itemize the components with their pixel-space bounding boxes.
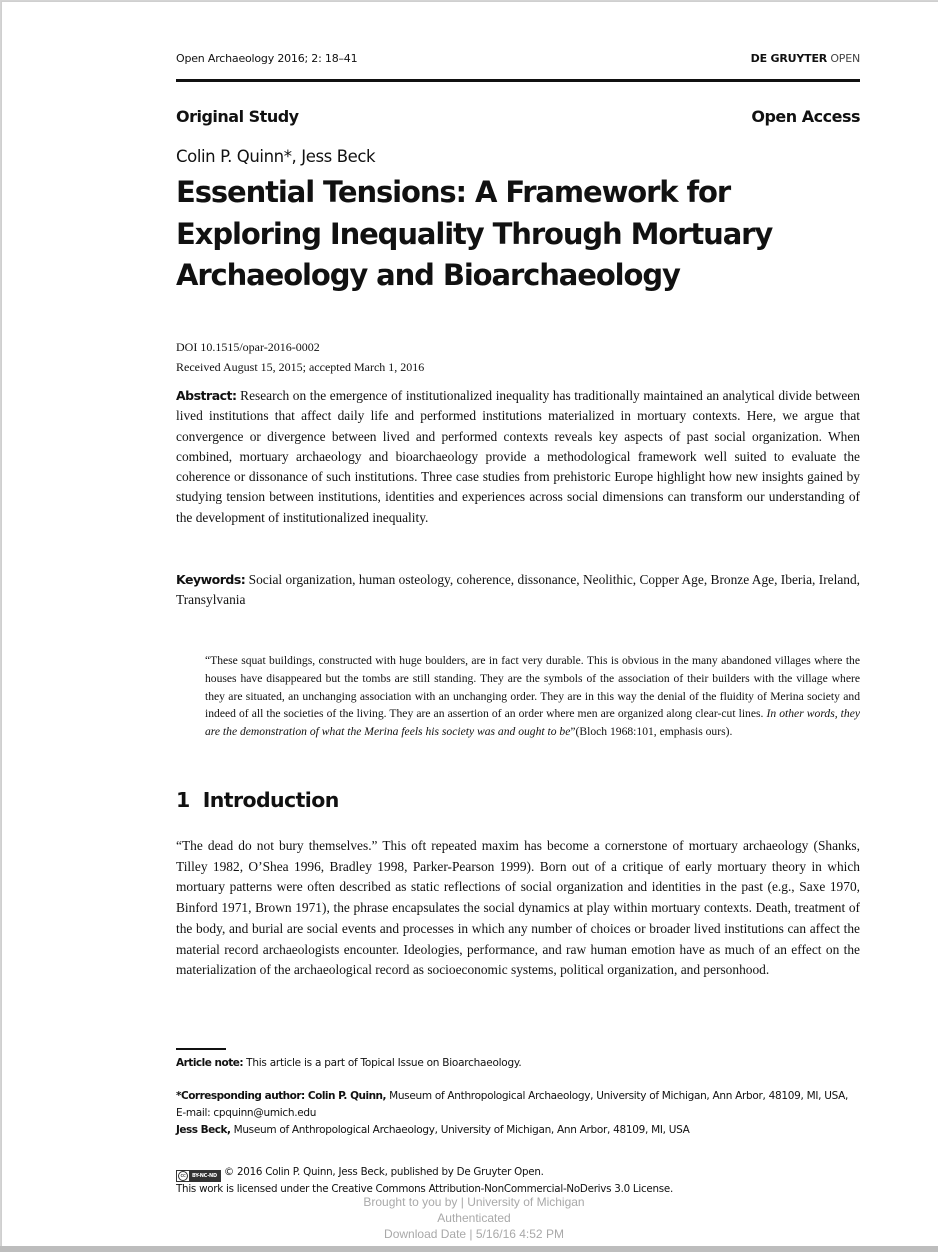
section-heading xyxy=(176,788,339,812)
license-block xyxy=(176,1165,860,1198)
corresponding-author xyxy=(176,1088,860,1122)
article-note-label: Article note: xyxy=(176,1057,244,1069)
section-number: 1 xyxy=(176,788,190,812)
journal-citation: Open Archaeology 2016; 2: 18–41 xyxy=(176,52,358,65)
article-type: Original Study xyxy=(176,107,299,126)
intro-paragraph: “The dead do not bury themselves.” This oft repeated maxim has become a cornerstone of mortuary archaeology (Shanks, Tilley 1982, O’Shea 1996, Bradley 1998, Parker-Pearson 1999). Born out of a critique of early mortuary theory in which mortuary patterns were often described as static reflections of social organization and identities in the past (e.g., Saxe 1970, Binford 1971, Brown 1971), the phrase encapsulates the social dynamics at play within mortuary contexts. Death, treatment of the body, and burial are social events and processes in which any number of choices or broader lived institutions can affect the material record archaeologists encounter. Ideologies, performance, and raw human emotion have as much of an effect on the materialization of the archaeological record as socioeconomic systems, political organization, and personhood. xyxy=(176,838,860,978)
second-author-text: Museum of Anthropological Archaeology, University of Michigan, Ann Arbor, 48109, MI, USA xyxy=(233,1124,690,1136)
epigraph-quote xyxy=(205,652,860,741)
section-title: Introduction xyxy=(202,788,339,812)
watermark-line-3: Download Date | 5/16/16 4:52 PM xyxy=(384,1227,564,1241)
publisher-name: DE GRUYTER xyxy=(750,52,828,65)
article-note xyxy=(176,1055,860,1071)
corresponding-author-text: Museum of Anthropological Archaeology, University of Michigan, Ann Arbor, 48109, MI, USA, E-mail: cpquinn@umich.edu xyxy=(176,1090,849,1119)
abstract-label: Abstract: xyxy=(176,388,237,403)
keywords-label: Keywords: xyxy=(176,572,246,587)
second-author-label: Jess Beck, xyxy=(176,1124,231,1136)
running-head xyxy=(176,52,860,65)
keywords-text: Social organization, human osteology, coherence, dissonance, Neolithic, Copper Age, Bronze Age, Iberia, Ireland, Transylvania xyxy=(176,572,860,608)
copyright-line xyxy=(176,1165,860,1182)
author-affiliations xyxy=(176,1088,860,1139)
author-list: Colin P. Quinn*, Jess Beck xyxy=(176,147,376,166)
abstract xyxy=(176,386,860,528)
footnote-rule xyxy=(176,1048,226,1050)
document-page xyxy=(1,1,938,1246)
download-watermark xyxy=(332,1194,616,1242)
epigraph-text: “These squat buildings, constructed with huge boulders, are in fact very durable. This is obvious in the many abandoned villages where the houses have disappeared but the tombs are still standing. They are the symbols of the association of their builders with the village where they are situated, an unchanging association with an unchanging order. They are in this way the denial of the fluidity of Merina society and indeed of all the societies of the living. They are an assertion of an order where men are organized along clear-cut lines. xyxy=(205,654,860,721)
article-title: Essential Tensions: A Framework for Exploring Inequality Through Mortuary Archaeology and Bioarchaeology xyxy=(176,175,773,292)
epigraph-emphasis: In other words, they are the demonstration of what the Merina feels his society was and ought to be xyxy=(205,707,860,739)
epigraph-citation: ”(Bloch 1968:101, emphasis ours). xyxy=(570,725,733,739)
received-accepted-dates: Received August 15, 2015; accepted March 1, 2016 xyxy=(176,360,425,374)
header-rule xyxy=(176,79,860,82)
viewer-bottom-edge xyxy=(0,1246,938,1252)
article-note-text: This article is a part of Topical Issue on Bioarchaeology. xyxy=(246,1057,522,1069)
watermark-line-1: Brought to you by | University of Michigan xyxy=(363,1195,585,1209)
corresponding-author-label: *Corresponding author: Colin P. Quinn, xyxy=(176,1090,387,1102)
publisher-logo xyxy=(751,52,860,65)
abstract-text: Research on the emergence of institutionalized inequality has traditionally maintained an analytical divide between lived institutions that affect daily life and performed institutions materialized in mortuary contexts. Here, we argue that convergence or divergence between lived and performed contexts reveals key aspects of past social organization. When combined, mortuary archaeology and bioarchaeology provide a methodological framework well suited to evaluate the coherence or dissonance of such institutions. Three case studies from prehistoric Europe highlight how new insights gained by studying tension between institutions, identities and experiences across social dimensions can transform our understanding of the development of institutionalized inequality. xyxy=(176,388,860,525)
second-author xyxy=(176,1122,860,1139)
copyright-text: © 2016 Colin P. Quinn, Jess Beck, published by De Gruyter Open. xyxy=(223,1166,544,1178)
doi[interactable]: DOI 10.1515/opar-2016-0002 xyxy=(176,340,320,354)
access-label: Open Access xyxy=(751,107,860,126)
publisher-suffix: OPEN xyxy=(830,52,860,65)
keywords xyxy=(176,570,860,611)
creative-commons-badge-icon[interactable] xyxy=(176,1170,221,1182)
cc-icon: cc xyxy=(178,1171,188,1181)
license-statement: This work is licensed under the Creative Commons Attribution-NonCommercial-NoDerivs 3.0 License. xyxy=(176,1183,674,1195)
article-meta xyxy=(176,337,424,377)
article-type-row xyxy=(176,107,860,126)
cc-terms: BY-NC-ND xyxy=(189,1171,220,1181)
watermark-line-2: Authenticated xyxy=(437,1211,511,1225)
